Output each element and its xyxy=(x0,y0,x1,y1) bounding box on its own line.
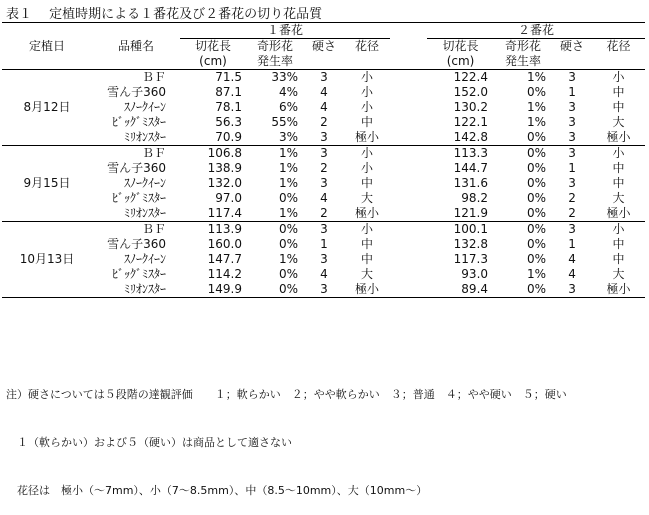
deform-cell-1: 6% xyxy=(278,100,298,114)
diameter-cell-1: 小 xyxy=(361,85,374,99)
variety-cell: ﾐﾘｵﾝｽﾀｰ xyxy=(92,282,180,298)
header-diameter-1: 花径 xyxy=(355,39,380,53)
length-cell-2: 93.0 xyxy=(461,267,489,281)
table-row xyxy=(2,282,645,298)
diameter-cell-1: 小 xyxy=(344,146,390,162)
length-cell-2: 131.6 xyxy=(453,176,489,190)
deform-cell-1: 4% xyxy=(278,85,298,99)
hardness-cell-2: 3 xyxy=(568,176,576,190)
diameter-cell-2: 中 xyxy=(612,161,625,175)
variety-cell: ｽﾉｰｸｲｰﾝ xyxy=(123,176,166,190)
diameter-cell-1: 大 xyxy=(361,267,374,281)
header-deform-2: 奇形花 xyxy=(505,39,542,53)
deform-cell-2: 0% xyxy=(494,222,552,238)
hardness-cell-1: 2 xyxy=(320,115,328,129)
table-row xyxy=(2,206,645,222)
length-cell-1: 117.4 xyxy=(207,206,242,220)
header-hardness-2: 硬さ xyxy=(560,39,585,53)
variety-cell: 雪ん子360 xyxy=(107,237,166,251)
length-cell-1: 132.0 xyxy=(207,176,242,190)
hardness-cell-1: 4 xyxy=(320,267,328,281)
hardness-cell-1: 3 xyxy=(320,252,328,266)
length-cell-1: 70.9 xyxy=(215,130,242,144)
diameter-cell-1: 中 xyxy=(361,176,374,190)
gap-cell xyxy=(390,237,427,252)
header-deform-sub-1: 発生率 xyxy=(246,54,304,70)
diameter-cell-2: 中 xyxy=(612,252,625,266)
deform-cell-1: 3% xyxy=(278,130,298,144)
gap-cell xyxy=(390,282,427,298)
variety-cell: ﾋﾞｯｸﾞﾐｽﾀｰ xyxy=(111,191,166,205)
gap-cell xyxy=(390,146,427,162)
diameter-cell-1: 小 xyxy=(344,222,390,238)
header-second-flush: ２番花 xyxy=(427,23,645,39)
diameter-cell-1: 中 xyxy=(361,115,374,129)
length-cell-1: 97.0 xyxy=(215,191,242,205)
gap-cell xyxy=(390,176,427,191)
variety-cell: ﾐﾘｵﾝｽﾀｰ xyxy=(123,130,166,144)
diameter-cell-2: 中 xyxy=(612,237,625,251)
deform-cell-1: 1% xyxy=(278,161,298,175)
gap-cell xyxy=(390,130,427,146)
deform-cell-1: 0% xyxy=(246,282,304,298)
length-cell-2: 130.2 xyxy=(453,100,489,114)
table-row xyxy=(2,222,645,238)
length-cell-1: 149.9 xyxy=(180,282,246,298)
diameter-cell-2: 大 xyxy=(612,115,625,129)
variety-cell: ﾋﾞｯｸﾞﾐｽﾀｰ xyxy=(111,267,166,281)
deform-cell-1: 1% xyxy=(278,252,298,266)
deform-cell-2: 1% xyxy=(526,100,547,114)
diameter-cell-2: 小 xyxy=(592,222,645,238)
hardness-cell-2: 3 xyxy=(552,146,592,162)
planting-date-cell: 8月12日 xyxy=(23,100,71,114)
hardness-cell-2: 3 xyxy=(568,130,576,144)
table-row xyxy=(2,267,645,282)
length-cell-2: 152.0 xyxy=(453,85,489,99)
hardness-cell-1: 3 xyxy=(304,222,344,238)
diameter-cell-2: 小 xyxy=(612,70,625,84)
deform-cell-2: 0% xyxy=(526,206,547,220)
deform-cell-1: 0% xyxy=(246,222,304,238)
diameter-cell-1: 中 xyxy=(361,252,374,266)
table-row xyxy=(2,70,645,86)
table-row xyxy=(2,100,645,115)
header-deform-sub-2: 発生率 xyxy=(494,54,552,70)
gap-cell xyxy=(390,115,427,130)
table-title: 表１ 定植時期による１番花及び２番花の切り花品質 xyxy=(6,7,323,22)
deform-cell-1: 1% xyxy=(278,206,298,220)
header-diameter-2: 花径 xyxy=(606,39,631,53)
length-cell-2: 89.4 xyxy=(427,282,494,298)
header-length-2: 切花長 xyxy=(442,39,479,53)
variety-cell: 雪ん子360 xyxy=(107,161,166,175)
header-first-flush: １番花 xyxy=(180,23,390,39)
diameter-cell-1: 小 xyxy=(361,100,374,114)
variety-cell: ｽﾉｰｸｲｰﾝ xyxy=(123,252,166,266)
header-planting-date: 定植日 xyxy=(2,23,92,70)
table-row xyxy=(2,191,645,206)
deform-cell-2: 1% xyxy=(526,267,547,281)
hardness-cell-2: 1 xyxy=(568,85,576,99)
diameter-cell-2: 中 xyxy=(612,100,625,114)
deform-cell-2: 0% xyxy=(494,146,552,162)
diameter-cell-1: 極小 xyxy=(344,282,390,298)
table-row xyxy=(2,146,645,162)
deform-cell-1: 0% xyxy=(278,267,298,281)
deform-cell-2: 1% xyxy=(526,115,547,129)
deform-cell-2: 0% xyxy=(526,85,547,99)
header-hardness-1: 硬さ xyxy=(311,39,336,53)
variety-cell: ＢＦ xyxy=(141,70,166,84)
note-line: 注）硬さについては５段階の達観評価 １；軟らかい ２；やや軟らかい ３；普通 ４；やや硬い ５；硬い xyxy=(6,388,567,401)
diameter-cell-2: 小 xyxy=(592,146,645,162)
hardness-cell-1: 3 xyxy=(320,130,328,144)
table-row xyxy=(2,161,645,176)
length-cell-2: 100.1 xyxy=(427,222,494,238)
deform-cell-2: 0% xyxy=(526,237,547,251)
deform-cell-2: 0% xyxy=(526,176,547,190)
length-cell-1: 106.8 xyxy=(180,146,246,162)
length-cell-2: 122.1 xyxy=(453,115,489,129)
table-row xyxy=(2,85,645,100)
length-cell-2: 117.3 xyxy=(453,252,489,266)
length-cell-1: 138.9 xyxy=(207,161,242,175)
length-cell-1: 87.1 xyxy=(215,85,242,99)
length-cell-2: 122.4 xyxy=(453,70,489,84)
variety-cell: 雪ん子360 xyxy=(107,85,166,99)
planting-date-cell: 10月13日 xyxy=(2,222,92,298)
length-cell-1: 56.3 xyxy=(215,115,242,129)
planting-date-cell: 9月15日 xyxy=(2,146,92,222)
hardness-cell-2: 3 xyxy=(552,282,592,298)
table-row xyxy=(2,176,645,191)
table-row xyxy=(2,115,645,130)
hardness-cell-1: 3 xyxy=(320,176,328,190)
variety-cell: ﾋﾞｯｸﾞﾐｽﾀｰ xyxy=(111,115,166,129)
deform-cell-1: 0% xyxy=(278,237,298,251)
diameter-cell-2: 大 xyxy=(612,191,625,205)
header-length-1: 切花長 xyxy=(194,39,231,53)
variety-cell: ｽﾉｰｸｲｰﾝ xyxy=(123,100,166,114)
hardness-cell-1: 2 xyxy=(320,161,328,175)
hardness-cell-1: 3 xyxy=(304,282,344,298)
gap-cell xyxy=(390,191,427,206)
diameter-cell-1: 中 xyxy=(361,237,374,251)
hardness-cell-2: 4 xyxy=(568,267,576,281)
diameter-cell-1: 小 xyxy=(361,161,374,175)
gap-cell xyxy=(390,267,427,282)
table-row xyxy=(2,237,645,252)
variety-cell: ＢＦ xyxy=(92,146,180,162)
hardness-cell-1: 4 xyxy=(320,100,328,114)
variety-cell: ＢＦ xyxy=(92,222,180,238)
length-cell-1: 160.0 xyxy=(207,237,242,251)
length-cell-2: 121.9 xyxy=(453,206,489,220)
length-cell-1: 78.1 xyxy=(215,100,242,114)
hardness-cell-2: 3 xyxy=(568,100,576,114)
table-row xyxy=(2,252,645,267)
variety-cell: ﾐﾘｵﾝｽﾀｰ xyxy=(123,206,166,220)
hardness-cell-1: 4 xyxy=(320,85,328,99)
deform-cell-1: 55% xyxy=(271,115,298,129)
hardness-cell-2: 2 xyxy=(568,191,576,205)
diameter-cell-2: 極小 xyxy=(606,130,631,144)
hardness-cell-1: 3 xyxy=(304,146,344,162)
note-line: １（軟らかい）および５（硬い）は商品として適さない xyxy=(6,436,292,449)
length-cell-2: 144.7 xyxy=(453,161,489,175)
gap-cell xyxy=(390,161,427,176)
gap-cell xyxy=(390,222,427,238)
deform-cell-2: 0% xyxy=(526,130,547,144)
hardness-cell-2: 2 xyxy=(568,206,576,220)
table-body xyxy=(2,70,645,298)
diameter-cell-2: 中 xyxy=(612,85,625,99)
cut-flower-quality-table xyxy=(2,22,645,298)
header-variety: 品種名 xyxy=(92,23,180,70)
table-row xyxy=(2,130,645,146)
note-line: 花径は 極小（～7mm）、小（7～8.5mm）、中（8.5～10mm）、大（10mm～） xyxy=(6,484,428,497)
deform-cell-2: 0% xyxy=(526,191,547,205)
length-cell-1: 114.2 xyxy=(207,267,242,281)
length-cell-1: 147.7 xyxy=(207,252,242,266)
diameter-cell-2: 中 xyxy=(612,176,625,190)
header-deform-1: 奇形花 xyxy=(256,39,293,53)
hardness-cell-2: 4 xyxy=(568,252,576,266)
length-cell-1: 71.5 xyxy=(215,70,242,84)
hardness-cell-1: 4 xyxy=(320,191,328,205)
hardness-cell-2: 3 xyxy=(568,115,576,129)
header-gap xyxy=(390,23,427,39)
deform-cell-1: 0% xyxy=(278,191,298,205)
diameter-cell-1: 極小 xyxy=(355,130,380,144)
diameter-cell-1: 小 xyxy=(361,70,374,84)
deform-cell-1: 33% xyxy=(271,70,298,84)
gap-cell xyxy=(390,70,427,86)
diameter-cell-1: 大 xyxy=(361,191,374,205)
diameter-cell-2: 極小 xyxy=(606,206,631,220)
hardness-cell-1: 1 xyxy=(320,237,328,251)
header-length-unit-1: (cm) xyxy=(180,54,246,70)
gap-cell xyxy=(390,252,427,267)
diameter-cell-2: 極小 xyxy=(592,282,645,298)
gap-cell xyxy=(390,85,427,100)
length-cell-1: 113.9 xyxy=(180,222,246,238)
hardness-cell-2: 3 xyxy=(568,70,576,84)
diameter-cell-2: 大 xyxy=(612,267,625,281)
gap-cell xyxy=(390,206,427,222)
length-cell-2: 142.8 xyxy=(453,130,489,144)
header-length-unit-2: (cm) xyxy=(427,54,494,70)
diameter-cell-1: 極小 xyxy=(355,206,380,220)
hardness-cell-2: 1 xyxy=(568,161,576,175)
deform-cell-2: 0% xyxy=(526,252,547,266)
hardness-cell-2: 1 xyxy=(568,237,576,251)
hardness-cell-2: 3 xyxy=(552,222,592,238)
hardness-cell-1: 2 xyxy=(320,206,328,220)
length-cell-2: 113.3 xyxy=(427,146,494,162)
deform-cell-2: 1% xyxy=(526,70,547,84)
deform-cell-1: 1% xyxy=(246,146,304,162)
length-cell-2: 98.2 xyxy=(461,191,489,205)
deform-cell-2: 0% xyxy=(494,282,552,298)
length-cell-2: 132.8 xyxy=(453,237,489,251)
deform-cell-2: 0% xyxy=(526,161,547,175)
gap-cell xyxy=(390,100,427,115)
table-notes xyxy=(6,355,567,515)
hardness-cell-1: 3 xyxy=(320,70,328,84)
deform-cell-1: 1% xyxy=(278,176,298,190)
